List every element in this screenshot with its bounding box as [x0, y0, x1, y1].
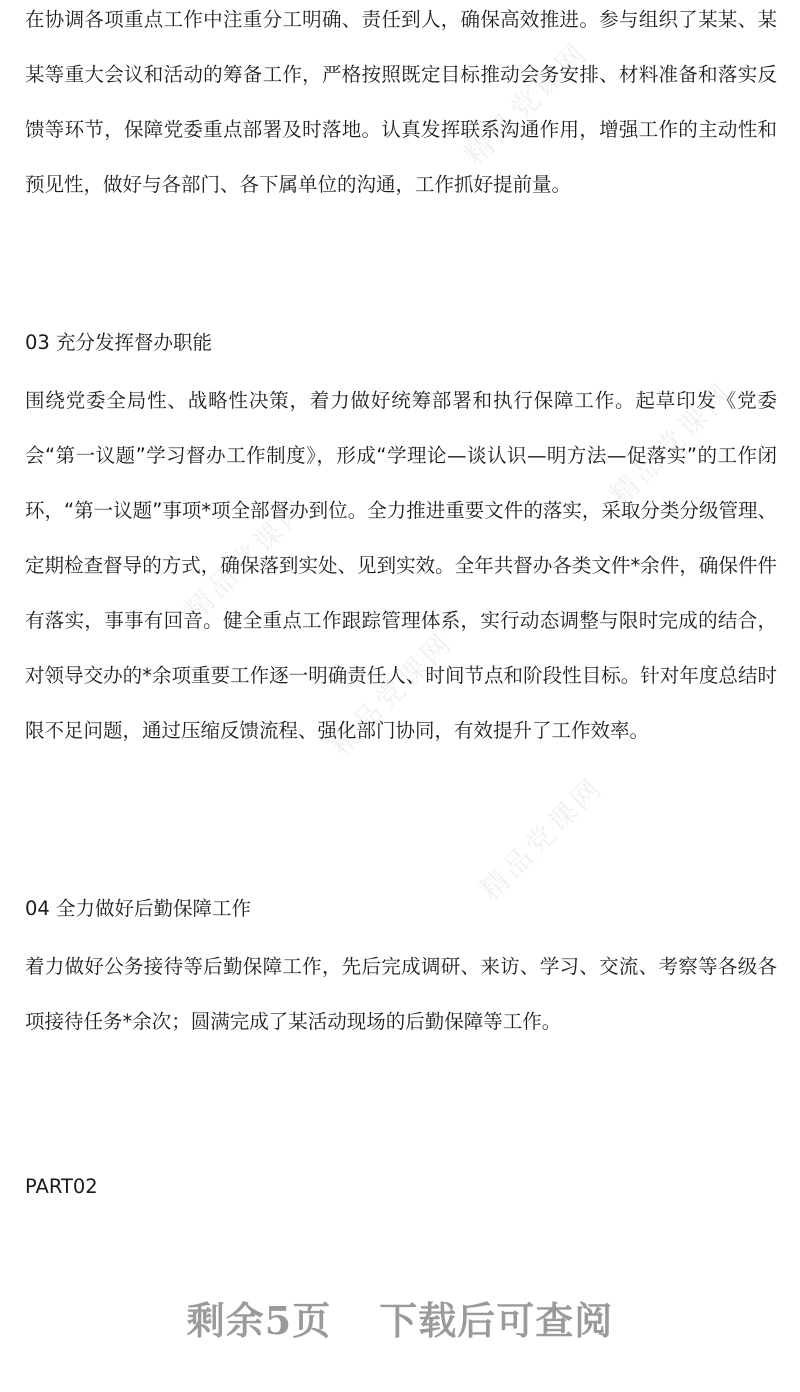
watermark: 精品党课网	[603, 375, 741, 512]
download-to-view-text: 下载后可查阅	[379, 1298, 614, 1343]
watermark: 精品党课网	[323, 625, 461, 762]
part-label: PART02	[25, 1175, 98, 1198]
download-notice[interactable]	[0, 1290, 800, 1345]
remaining-pages-text: 剩余5页	[186, 1298, 332, 1343]
watermark: 精品党课网	[473, 770, 611, 907]
section-04-paragraph: 着力做好公务接待等后勤保障工作，先后完成调研、来访、学习、交流、考察等各级各项接待任务*余次；圆满完成了某活动现场的后勤保障等工作。	[25, 955, 777, 1033]
section-03-paragraph: 围绕党委全局性、战略性决策，着力做好统筹部署和执行保障工作。起草印发《党委会“第一议题”学习督办工作制度》，形成“学理论—谈认识—明方法—促落实”的工作闭环，“第一议题”事项*项全部督办到位。全力推进重要文件的落实，采取分类分级管理、定期检查督导的方式，确保落到实处、见到实效。全年共督办各类文件*余件，确保件件有落实，事事有回音。健全重点工作跟踪管理体系，实行动态调整与限时完成的结合，对领导交办的*余项重要工作逐一明确责任人、时间节点和阶段性目标。针对年度总结时限不足问题，通过压缩反馈流程、强化部门协同，有效提升了工作效率。	[25, 389, 777, 742]
section-04-heading: 04 全力做好后勤保障工作	[25, 897, 252, 920]
watermark: 精品党课网	[178, 490, 316, 627]
section-02-continued-paragraph: 在协调各项重点工作中注重分工明确、责任到人，确保高效推进。参与组织了某某、某某等重大会议和活动的筹备工作，严格按照既定目标推动会务安排、材料准备和落实反馈等环节，保障党委重点部署及时落地。认真发挥联系沟通作用，增强工作的主动性和预见性，做好与各部门、各下属单位的沟通，工作抓好提前量。	[25, 8, 777, 196]
watermark: 精品党课网	[458, 35, 596, 172]
section-03-heading: 03 充分发挥督办职能	[25, 331, 213, 354]
